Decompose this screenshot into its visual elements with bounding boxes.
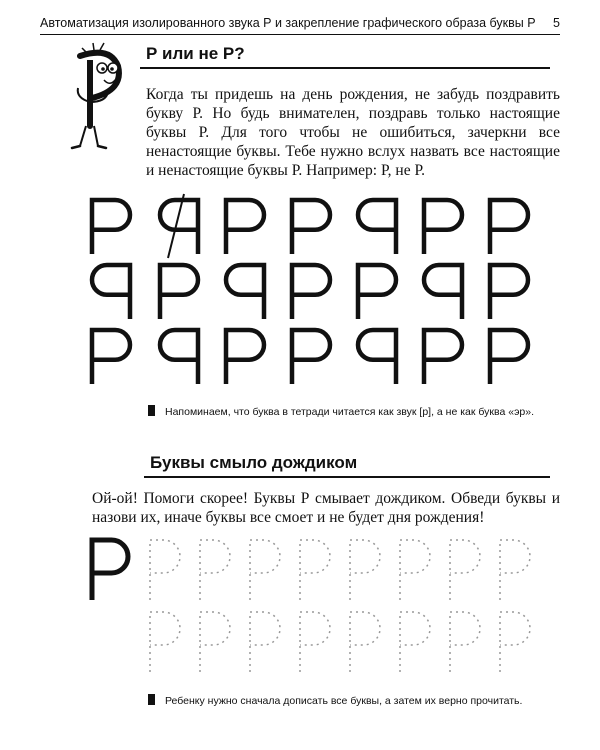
trace-letter <box>300 540 330 600</box>
section1-paragraph: Когда ты придешь на день рождения, не забудь поздравить букву Р. Но будь внимателен, поздравь только настоящие буквы Р. Для того чтобы не ошибиться, зачеркни все ненастоящие буквы. Тебе нужно вслух назвать все настоящие и ненастоящие буквы Р. Например: Р, не Р. <box>146 86 560 179</box>
note-2: Ребенку нужно сначала дописать все буквы, а затем их верно прочитать. <box>148 694 522 707</box>
trace-letter <box>150 612 180 672</box>
note-1: Напоминаем, что буква в тетради читается как звук [р], а не как буква «эр». <box>148 405 534 418</box>
trace-letter <box>450 612 480 672</box>
square-bullet-icon <box>148 694 155 705</box>
trace-letter <box>500 612 530 672</box>
trace-letter <box>300 612 330 672</box>
trace-letter <box>250 540 280 600</box>
section1-title: Р или не Р? <box>146 44 245 64</box>
trace-letter <box>450 540 480 600</box>
trace-letter <box>400 612 430 672</box>
trace-letter <box>350 540 380 600</box>
trace-letter <box>200 540 230 600</box>
trace-letter <box>400 540 430 600</box>
page-number: 5 <box>553 16 560 30</box>
trace-letter <box>200 612 230 672</box>
sample-letter <box>92 540 128 600</box>
trace-letter <box>250 612 280 672</box>
header-title: Автоматизация изолированного звука Р и закрепление графического образа буквы Р <box>40 16 536 30</box>
trace-letter <box>500 540 530 600</box>
trace-letter <box>350 612 380 672</box>
trace-letter <box>150 540 180 600</box>
section2-paragraph: Ой-ой! Помоги скорее! Буквы Р смывает дождиком. Обведи буквы и назови их, иначе буквы все смоет и не будет дня рождения! <box>92 490 560 526</box>
section2-title: Буквы смыло дождиком <box>150 453 357 473</box>
